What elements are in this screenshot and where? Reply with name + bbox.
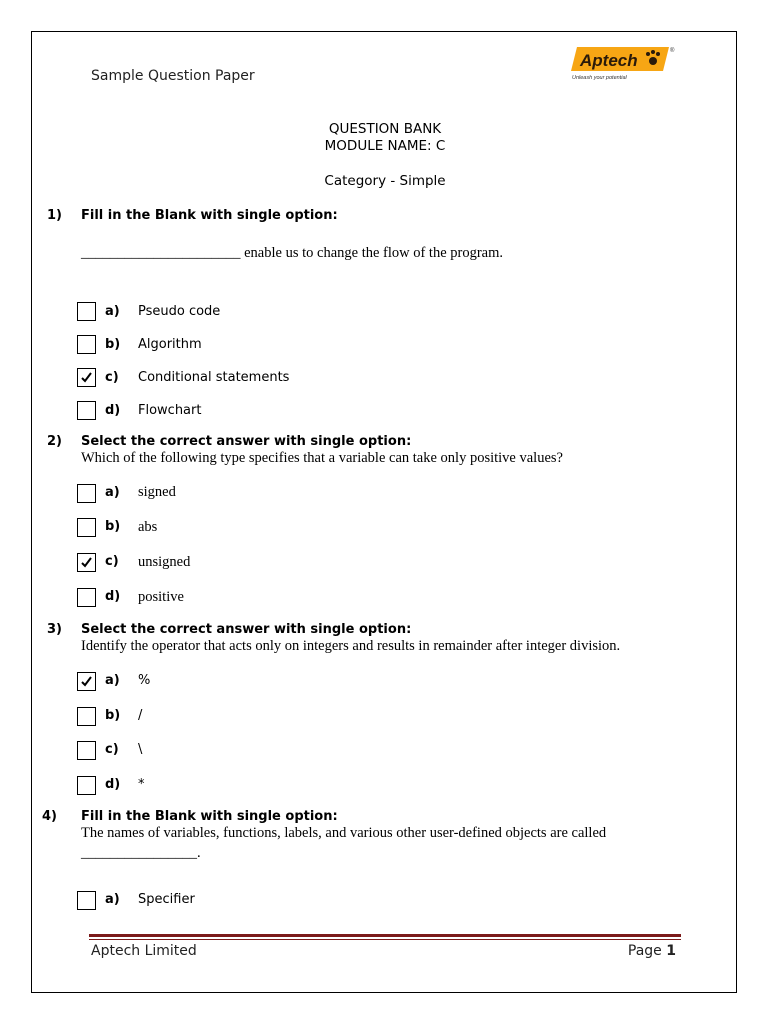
option-letter: d) [105,589,121,604]
footer-company: Aptech Limited [91,943,197,959]
checkbox[interactable] [77,518,96,537]
checkbox-checked[interactable] [77,672,96,691]
option-text: Specifier [138,892,195,907]
checkbox[interactable] [77,891,96,910]
option-letter: a) [105,304,120,319]
header-title: Sample Question Paper [91,68,255,84]
checkbox-checked[interactable] [77,553,96,572]
checkbox[interactable] [77,484,96,503]
aptech-logo [571,45,675,81]
svg-text:Unleash your potential: Unleash your potential [572,75,627,81]
checkbox[interactable] [77,401,96,420]
question-heading: Select the correct answer with single option: [81,622,412,637]
question-text: ______________________ enable us to change the flow of the program. [81,245,504,261]
option-letter: b) [105,337,121,352]
option-text: signed [138,484,176,500]
document-page [31,31,737,993]
question-number: 1) [47,208,62,223]
option-letter: c) [105,742,119,757]
question-text: Which of the following type specifies that a variable can take only positive values? [81,450,563,466]
option-letter: d) [105,403,121,418]
question-heading: Fill in the Blank with single option: [81,809,338,824]
question-text-blank: ________________. [81,845,201,861]
question-number: 4) [42,809,57,824]
option-letter: c) [105,554,119,569]
option-letter: d) [105,777,121,792]
option-letter: a) [105,673,120,688]
footer-page [628,943,676,959]
page-number: 1 [666,943,676,959]
question-heading: Select the correct answer with single option: [81,434,412,449]
checkbox[interactable] [77,302,96,321]
option-text: positive [138,589,184,605]
footer-rule-thin [89,939,681,940]
checkbox[interactable] [77,335,96,354]
option-letter: c) [105,370,119,385]
option-text: Conditional statements [138,370,290,385]
footer-rule [89,934,681,937]
option-letter: b) [105,708,121,723]
checkbox[interactable] [77,588,96,607]
checkbox-checked[interactable] [77,368,96,387]
option-letter: a) [105,485,120,500]
checkmark-icon [81,676,92,687]
page-label: Page [627,943,662,959]
question-heading: Fill in the Blank with single option: [81,208,338,223]
checkmark-icon [81,372,92,383]
checkbox[interactable] [77,707,96,726]
checkmark-icon [81,557,92,568]
option-letter: a) [105,892,120,907]
question-number: 2) [47,434,62,449]
question-number: 3) [47,622,62,637]
option-text: \ [138,742,143,757]
svg-text:®: ® [670,48,675,54]
svg-text:Aptech: Aptech [580,51,638,70]
doc-title: QUESTION BANK [328,121,442,137]
question-text: The names of variables, functions, labels, and various other user-defined objects are called [81,825,607,841]
module-name: MODULE NAME: C [324,138,446,154]
option-text: / [138,708,143,723]
checkbox[interactable] [77,741,96,760]
option-letter: b) [105,519,121,534]
option-text: * [138,777,145,792]
option-text: % [138,673,151,688]
checkbox[interactable] [77,776,96,795]
question-text: Identify the operator that acts only on integers and results in remainder after integer division. [81,638,621,654]
option-text: Pseudo code [138,304,221,319]
option-text: Flowchart [138,403,202,418]
option-text: Algorithm [138,337,202,352]
category-heading: Category - Simple [324,173,446,189]
option-text: abs [138,519,158,535]
option-text: unsigned [138,554,191,570]
